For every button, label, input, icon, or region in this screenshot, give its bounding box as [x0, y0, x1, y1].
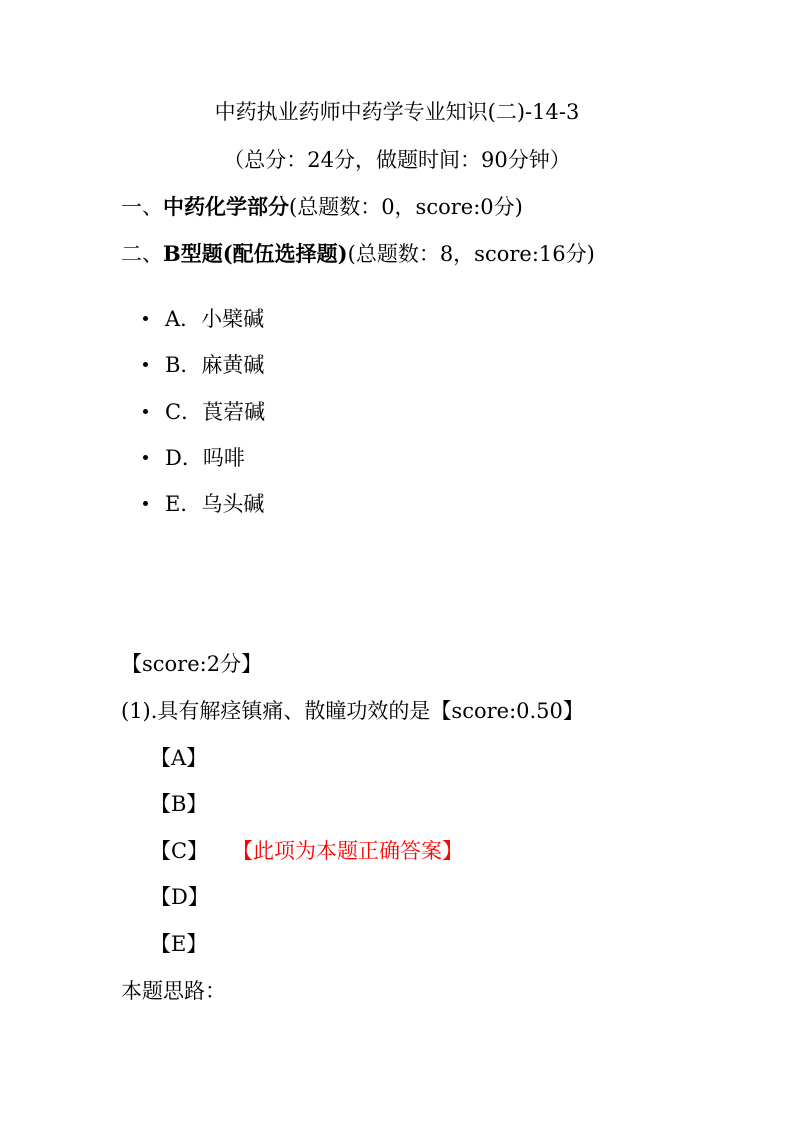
answer-b: 【B】 — [150, 792, 208, 816]
option-label: E．乌头碱 — [165, 492, 265, 516]
answer-c: 【C】 — [150, 839, 209, 863]
option-label: A．小檗碱 — [165, 307, 265, 331]
document-title: 中药执业药师中药学专业知识(二)-14-3 — [214, 100, 580, 124]
question-text: (1).具有解痉镇痛、散瞳功效的是【score:0.50】 — [121, 699, 584, 723]
option-label: D．吗啡 — [165, 446, 245, 470]
option-list-item — [143, 397, 265, 427]
section-1-name: 中药化学部分 — [163, 194, 289, 219]
document-subtitle: （总分：24分，做题时间：90分钟） — [223, 148, 571, 172]
analysis-label: 本题思路： — [121, 979, 226, 1003]
bullet-icon — [143, 455, 148, 460]
answer-a: 【A】 — [150, 746, 208, 770]
bullet-icon — [143, 409, 148, 414]
bullet-icon — [143, 501, 148, 506]
bullet-icon — [143, 316, 148, 321]
answer-e: 【E】 — [150, 932, 208, 956]
answer-d: 【D】 — [150, 885, 209, 909]
option-list-item — [143, 350, 264, 380]
section-2-name: B型题(配伍选择题) — [163, 241, 348, 266]
section-2-prefix: 二、 — [121, 242, 163, 266]
group-score: 【score:2分】 — [121, 652, 263, 676]
section-1-prefix: 一、 — [121, 195, 163, 219]
option-label: C．莨菪碱 — [165, 400, 266, 424]
section-1-meta: (总题数：0，score:0分) — [289, 195, 523, 219]
correct-answer-note: 【此项为本题正确答案】 — [232, 839, 463, 863]
option-label: B．麻黄碱 — [165, 353, 265, 377]
section-1-heading — [121, 192, 523, 222]
bullet-icon — [143, 362, 148, 367]
option-list-item — [143, 304, 264, 334]
option-list-item — [143, 443, 245, 473]
section-2-heading — [121, 239, 595, 269]
option-list-item — [143, 489, 264, 519]
section-2-meta: (总题数：8，score:16分) — [347, 242, 595, 266]
